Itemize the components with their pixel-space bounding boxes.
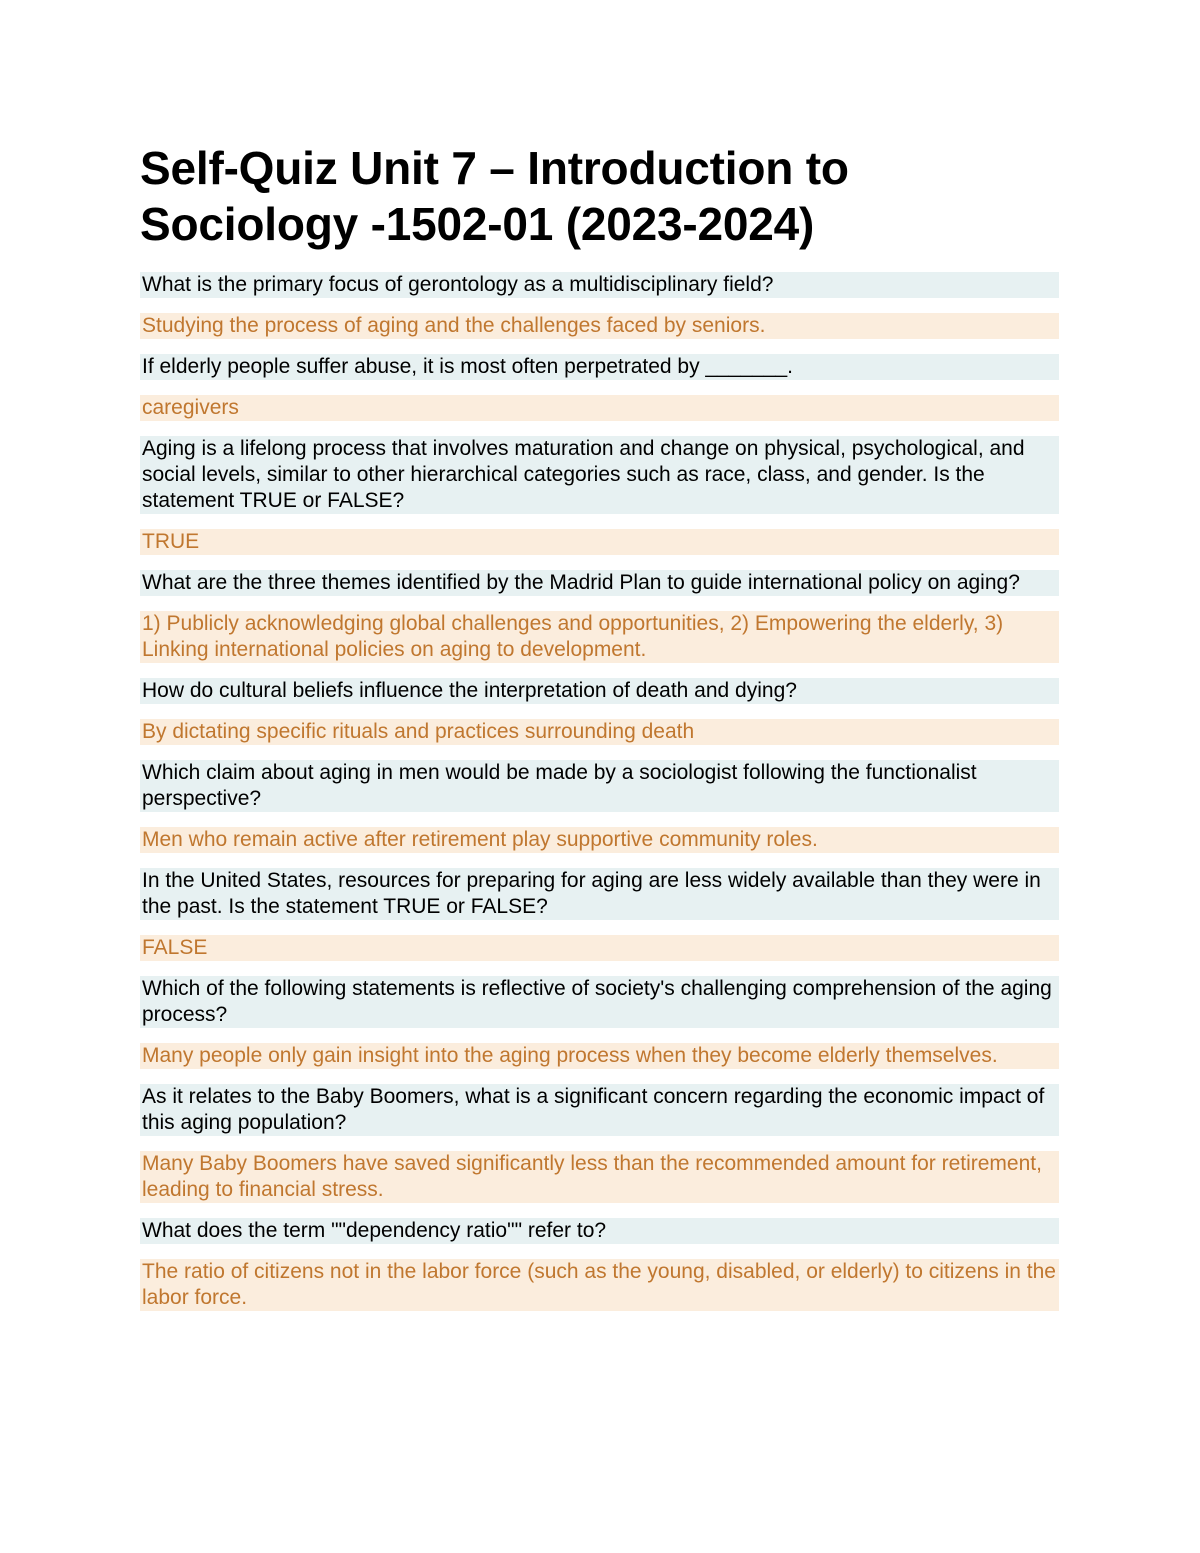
answer-7: FALSE bbox=[140, 935, 1059, 961]
question-4: What are the three themes identified by the Madrid Plan to guide international policy on aging? bbox=[140, 570, 1059, 596]
answer-8: Many people only gain insight into the aging process when they become elderly themselves. bbox=[140, 1043, 1059, 1069]
question-10: What does the term ""dependency ratio"" refer to? bbox=[140, 1218, 1059, 1244]
question-5: How do cultural beliefs influence the interpretation of death and dying? bbox=[140, 678, 1059, 704]
document-title: Self-Quiz Unit 7 – Introduction to Sociology -1502-01 (2023-2024) bbox=[140, 142, 849, 250]
question-3: Aging is a lifelong process that involves maturation and change on physical, psychological, and social levels, similar to other hierarchical categories such as race, class, and gender. Is the statement TRUE or FALSE? bbox=[140, 436, 1059, 514]
answer-1: Studying the process of aging and the challenges faced by seniors. bbox=[140, 313, 1059, 339]
question-9: As it relates to the Baby Boomers, what is a significant concern regarding the economic impact of this aging population? bbox=[140, 1084, 1059, 1136]
question-6: Which claim about aging in men would be made by a sociologist following the functionalist perspective? bbox=[140, 760, 1059, 812]
question-7: In the United States, resources for preparing for aging are less widely available than they were in the past. Is the statement TRUE or FALSE? bbox=[140, 868, 1059, 920]
answer-9: Many Baby Boomers have saved significantly less than the recommended amount for retirement, leading to financial stress. bbox=[140, 1151, 1059, 1203]
qa-list bbox=[140, 272, 1059, 1311]
answer-10: The ratio of citizens not in the labor force (such as the young, disabled, or elderly) to citizens in the labor force. bbox=[140, 1259, 1059, 1311]
answer-2: caregivers bbox=[140, 395, 1059, 421]
answer-5: By dictating specific rituals and practices surrounding death bbox=[140, 719, 1059, 745]
question-1: What is the primary focus of gerontology as a multidisciplinary field? bbox=[140, 272, 1059, 298]
answer-3: TRUE bbox=[140, 529, 1059, 555]
question-8: Which of the following statements is reflective of society's challenging comprehension of the aging process? bbox=[140, 976, 1059, 1028]
answer-4: 1) Publicly acknowledging global challenges and opportunities, 2) Empowering the elderly, 3) Linking international policies on aging to development. bbox=[140, 611, 1059, 663]
document-page bbox=[140, 140, 1059, 1326]
answer-6: Men who remain active after retirement play supportive community roles. bbox=[140, 827, 1059, 853]
question-2: If elderly people suffer abuse, it is most often perpetrated by _______. bbox=[140, 354, 1059, 380]
